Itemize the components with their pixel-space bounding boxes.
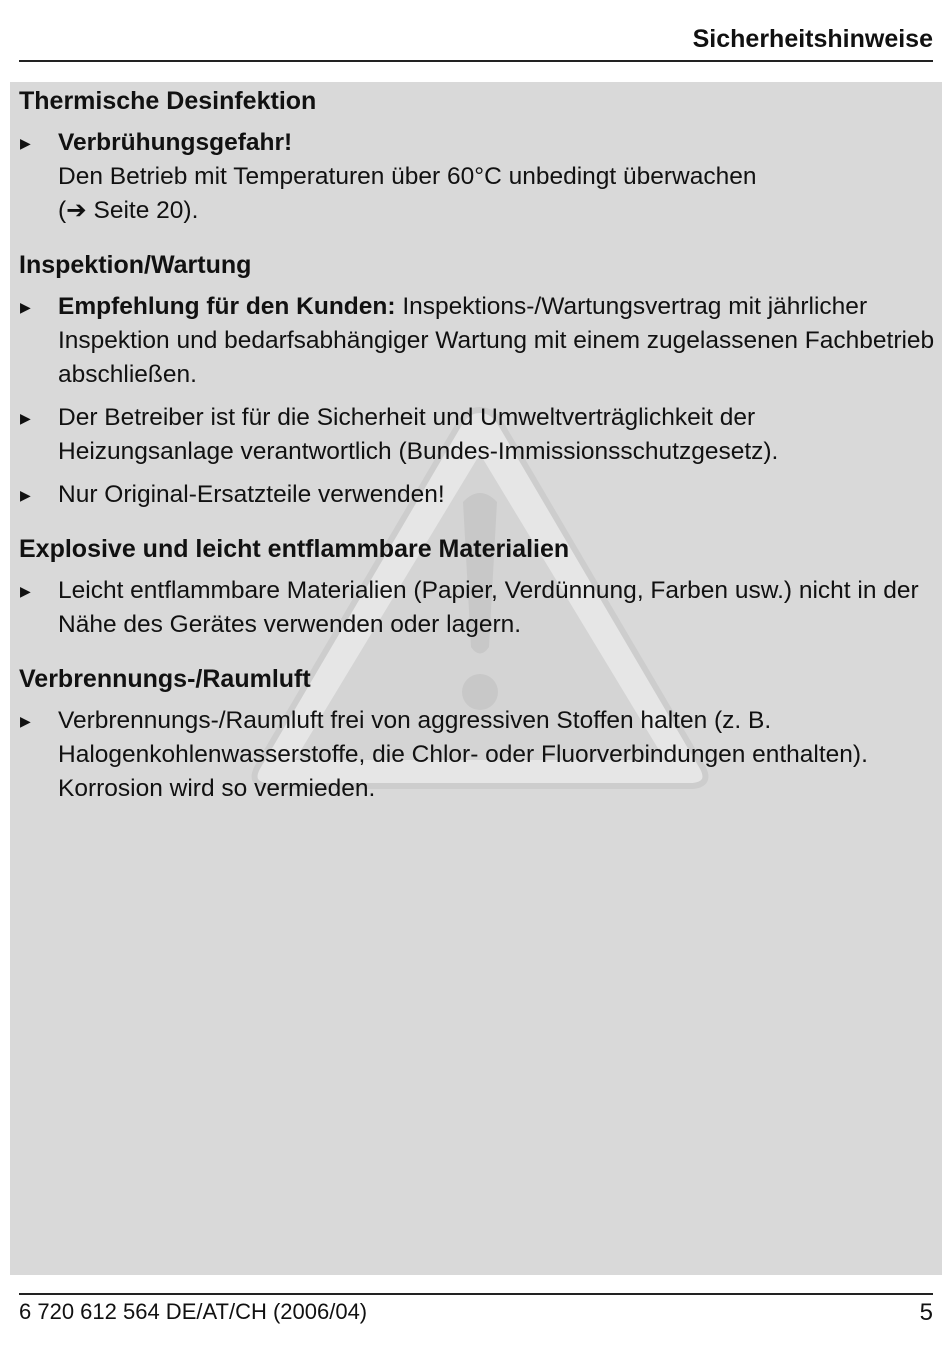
bullet-icon: ▶: [20, 583, 31, 599]
bullet-list: [19, 704, 936, 806]
bullet-icon: ▶: [20, 487, 31, 503]
item-text: Inspektions-/Wartungsvertrag mit jährlicher Inspektion und bedarfsabhängiger Wartung mit einem zugelassenen Fachbetrieb abschließen.: [58, 293, 935, 388]
content: [19, 82, 936, 826]
page-reference-link[interactable]: Seite 20).: [86, 197, 199, 224]
item-text: Verbrennungs-/Raumluft frei von aggressiven Stoffen halten (z. B. Halogenkohlenwasserstoffe, die Chlor- oder Fluorverbindungen enthalten). Korrosion wird so vermieden.: [58, 707, 868, 802]
item-text: Nur Original-Ersatzteile verwenden!: [58, 481, 445, 508]
bullet-icon: ▶: [20, 713, 31, 729]
section-flammable-materials: [19, 532, 936, 642]
list-item: [19, 478, 936, 512]
bullet-list: [19, 574, 936, 642]
section-combustion-air: [19, 662, 936, 806]
bullet-icon: ▶: [20, 410, 31, 426]
item-text: Leicht entflammbare Materialien (Papier, Verdünnung, Farben usw.) nicht in der Nähe des Gerätes verwenden oder lagern.: [58, 577, 919, 638]
section-heading: Inspektion/Wartung: [19, 251, 252, 279]
bullet-list: [19, 126, 936, 228]
section-heading: Thermische Desinfektion: [19, 87, 317, 115]
item-bold-text: Verbrühungsgefahr!: [58, 129, 293, 156]
bullet-icon: ▶: [20, 135, 31, 151]
item-text: Der Betreiber ist für die Sicherheit und Umweltverträglichkeit der Heizungsanlage verantwortlich (Bundes-Immissionsschutzgesetz).: [58, 404, 779, 465]
section-inspection-maintenance: [19, 248, 936, 512]
page-number: 5: [919, 1299, 933, 1326]
list-item: [19, 126, 936, 228]
list-item: [19, 401, 936, 469]
item-bold-text: Empfehlung für den Kunden:: [58, 293, 396, 320]
section-title: Sicherheitshinweise: [692, 25, 933, 53]
bullet-icon: ▶: [20, 299, 31, 315]
list-item: [19, 704, 936, 806]
list-item: [19, 574, 936, 642]
safety-panel: [10, 82, 942, 1275]
page-footer: [19, 1293, 933, 1335]
bullet-list: [19, 290, 936, 512]
arrow-right-icon: ➔: [66, 197, 87, 224]
document-number: 6 720 612 564 DE/AT/CH (2006/04): [19, 1299, 368, 1324]
page-header: [19, 20, 933, 62]
item-text: Den Betrieb mit Temperaturen über 60°C unbedingt überwachen: [58, 163, 757, 190]
section-thermal-disinfection: [19, 84, 936, 228]
list-item: [19, 290, 936, 392]
item-text-prefix: (: [58, 197, 67, 224]
section-heading: Explosive und leicht entflammbare Materialien: [19, 535, 570, 563]
section-heading: Verbrennungs-/Raumluft: [19, 665, 311, 693]
